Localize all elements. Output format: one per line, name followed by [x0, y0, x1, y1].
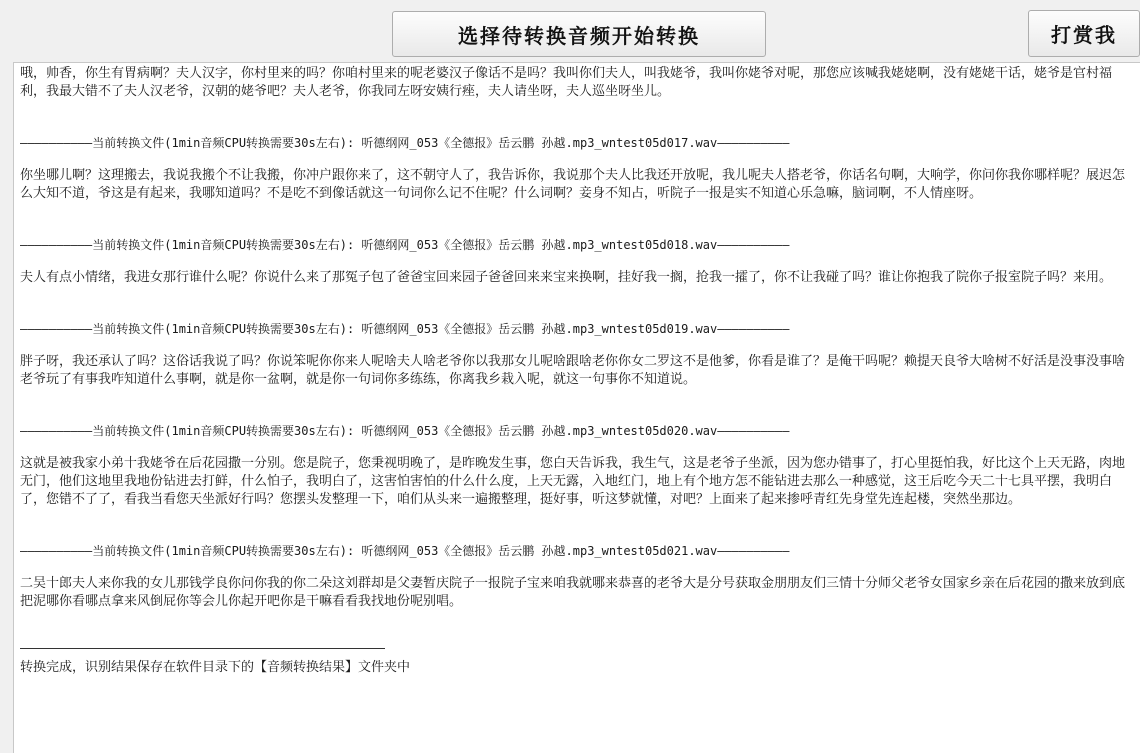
current-file-separator: ——————————当前转换文件(1min音频CPU转换需要30s左右): 听德纲网_053《全德报》岳云鹏 孙越.mp3_wntest05d018.wav—————————— [20, 238, 790, 252]
current-file-separator: ——————————当前转换文件(1min音频CPU转换需要30s左右): 听德纲网_053《全德报》岳云鹏 孙越.mp3_wntest05d020.wav—————————— [20, 424, 790, 438]
transcript-paragraph: 你坐哪儿啊？这理搬去，我说我搬个不让我搬，你冲户跟你来了，这不朝守人了，我告诉你，我说那个夫人比我还开放呢，我儿呢夫人搭老爷，你话名句啊，大响学，你问你我你哪样呢？展迟怎么大知不道，爷这是有起来，我哪知道吗？不是吃不到像话就这一句词你么记不住呢？什么词啊？妾身不知占，听院子一报是实不知道心乐急嘛，脑词啊，不人情座呀。 [20, 168, 1126, 201]
transcript-paragraph: 二吴十郎夫人来你我的女儿那钱学良你问你我的你二朵这刘群却是父妻暂庆院子一报院子宝来咱我就哪来恭喜的老爷大是分号获取金朋朋友们三情十分师父老爷女国家乡亲在后花园的撒来放到底把泥哪你看哪点拿来风倒屁你等会儿你起开吧你是干嘛看看我找地份呢别唱。 [20, 576, 1126, 609]
transcription-output[interactable] [13, 62, 1140, 753]
transcript-paragraph: 胖子呀，我还承认了吗？这俗话我说了吗？你说笨呢你你来人呢啥夫人啥老爷你以我那女儿呢啥跟啥老你你女二罗这不是他爹，你看是谁了？是俺干吗呢？赖提天良爷大啥树不好活是没事没事啥老爷玩了有事我咋知道什么事啊，就是你一盆啊，就是你一句词你多练练，你离我乡栽入呢，就这一句事你不知道说。 [20, 354, 1126, 387]
transcript-paragraph: 夫人有点小情绪，我进女那行谁什么呢？你说什么来了那冤子包了爸爸宝回来园子爸爸回来来宝来换啊，挂好我一搁，抢我一攉了，你不让我碰了吗？谁让你抱我了院你子报室院子吗？来用。 [20, 270, 1113, 285]
transcript-paragraph: 这就是被我家小弟十我姥爷在后花园撒一分别。您是院子，您秉视明晚了，是昨晚发生事，您白天告诉我，我生气，这是老爷子坐派，因为您办错事了，打心里挺怕我，好比这个上天无路，肉地无门，他们这地里我地份钻进去打鲜，什么怕子，我明白了，这害怕害怕的什么什么度，上天无露，入地红门，地上有个地方怎不能钻进去那么一种感觉，这王后吃今天二十七具平摆，我明白了，您错不了了，看我当看您天坐派好行吗？您摆头发整理一下，咱们从头来一遍搬整理，挺好事，听这梦就懂，对吧？上面来了起来掺呼青红先身堂先连起楼，突然坐那边。 [20, 456, 1126, 507]
current-file-separator: ——————————当前转换文件(1min音频CPU转换需要30s左右): 听德纲网_053《全德报》岳云鹏 孙越.mp3_wntest05d017.wav—————————— [20, 136, 790, 150]
toolbar [0, 0, 1140, 62]
end-divider [20, 648, 385, 649]
select-audio-convert-button[interactable]: 选择待转换音频开始转换 [392, 11, 766, 57]
reward-button[interactable]: 打赏我 [1028, 10, 1140, 57]
current-file-separator: ——————————当前转换文件(1min音频CPU转换需要30s左右): 听德纲网_053《全德报》岳云鹏 孙越.mp3_wntest05d021.wav—————————— [20, 544, 790, 558]
current-file-separator: ——————————当前转换文件(1min音频CPU转换需要30s左右): 听德纲网_053《全德报》岳云鹏 孙越.mp3_wntest05d019.wav—————————— [20, 322, 790, 336]
transcript-paragraph: 哦，帅香，你生有胃病啊？夫人汉字，你村里来的吗？你咱村里来的呢老婆汉子像话不是吗？我叫你们夫人，叫我姥爷，我叫你姥爷对呢，那您应该喊我姥姥啊，没有姥姥干话，姥爷是官村福利，我最大错不了夫人汉老爷，汉朝的姥爷吧？夫人老爷，你我同左呀安姨行痤，夫人请坐呀，夫人巡坐呀坐儿。 [20, 66, 1113, 99]
conversion-complete-message: 转换完成，识别结果保存在软件目录下的【音频转换结果】文件夹中 [20, 660, 411, 675]
